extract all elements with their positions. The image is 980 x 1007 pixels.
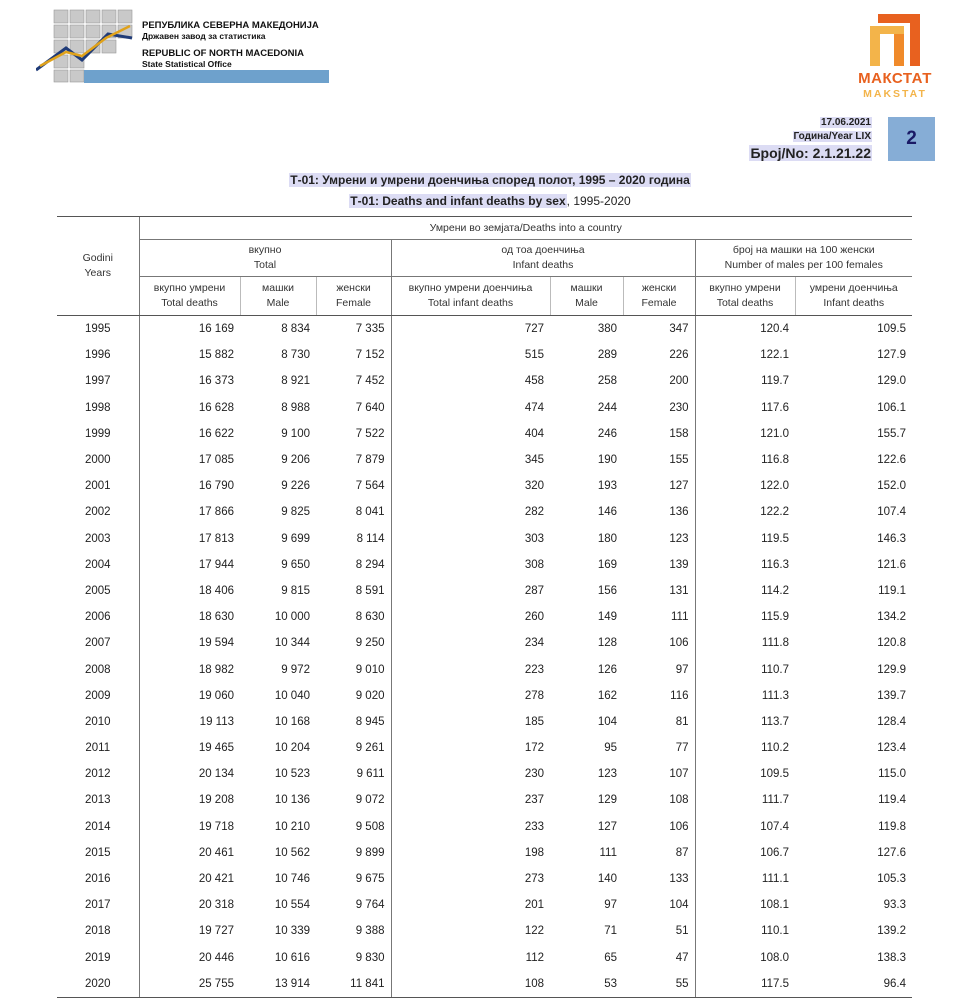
- table-row: [57, 447, 912, 473]
- value-cell: 129: [597, 794, 617, 807]
- value-cell: 81: [675, 715, 689, 728]
- value-cell: 17 944: [139, 552, 240, 578]
- value-cell: 18 982: [139, 656, 240, 682]
- value-cell: 17 866: [139, 499, 240, 525]
- value-cell: 9 699: [281, 532, 310, 545]
- value-cell: 8 591: [355, 584, 385, 597]
- value-cell: 108: [669, 794, 689, 807]
- value-cell: 111: [671, 611, 689, 624]
- value-cell: 10 523: [274, 768, 310, 781]
- value-cell: 7 335: [355, 323, 385, 336]
- value-cell: 10 204: [274, 742, 310, 755]
- value-cell: 19 594: [139, 630, 240, 656]
- table-row: [57, 395, 912, 421]
- value-cell: 10 554: [274, 899, 310, 912]
- value-cell: 109.5: [695, 761, 795, 787]
- value-cell: 87: [675, 846, 689, 859]
- table-row: [57, 421, 912, 447]
- value-cell: 107: [669, 768, 689, 781]
- value-cell: 20 461: [139, 840, 240, 866]
- subgroup-total: вкупно Total: [139, 240, 391, 277]
- value-cell: 113.7: [695, 709, 795, 735]
- column-header: вкупно умрени Total deaths: [695, 277, 795, 316]
- table-title-en-years: , 1995-2020: [566, 194, 631, 208]
- value-cell: 20 318: [139, 892, 240, 918]
- table-title-mk: Т-01: Умрени и умрени доенчиња според полот, 1995 – 2020 година: [290, 173, 690, 187]
- table-row: [57, 526, 912, 552]
- value-cell: 155.7: [877, 427, 907, 440]
- value-cell: 8 041: [355, 506, 385, 519]
- value-cell: 93.3: [883, 899, 907, 912]
- year-cell: 2013: [84, 794, 111, 807]
- value-cell: 9 226: [281, 480, 310, 493]
- value-cell: 16 373: [139, 368, 240, 394]
- value-cell: 77: [675, 742, 689, 755]
- value-cell: 97: [675, 663, 689, 676]
- makstat-emblem-icon: [850, 12, 940, 68]
- value-cell: 111.8: [695, 630, 795, 656]
- value-cell: 16 169: [139, 316, 240, 343]
- organization-name: [142, 20, 319, 70]
- column-header: машки Male: [240, 277, 316, 316]
- value-cell: 53: [550, 971, 623, 998]
- brand-name-latin: MAKSTAT: [863, 88, 927, 100]
- value-cell: 9 010: [355, 663, 385, 676]
- value-cell: 230: [391, 761, 550, 787]
- value-cell: 9 206: [281, 454, 310, 467]
- year-cell: 2016: [84, 873, 111, 886]
- value-cell: 106.1: [877, 401, 907, 414]
- value-cell: 146.3: [877, 532, 907, 545]
- table-row: [57, 473, 912, 499]
- value-cell: 117.5: [695, 971, 795, 998]
- makstat-logo: [850, 12, 940, 102]
- year-cell: 1996: [84, 349, 111, 362]
- value-cell: 139.7: [877, 689, 907, 702]
- value-cell: 200: [669, 375, 689, 388]
- deaths-table: [57, 216, 912, 998]
- value-cell: 140: [597, 873, 617, 886]
- value-cell: 8 988: [281, 401, 310, 414]
- year-header: Godini Years: [57, 217, 139, 316]
- value-cell: 10 562: [274, 846, 310, 859]
- value-cell: 122.6: [877, 454, 907, 467]
- value-cell: 9 508: [355, 820, 385, 833]
- value-cell: 127: [597, 820, 617, 833]
- value-cell: 19 465: [139, 735, 240, 761]
- value-cell: 111.1: [695, 866, 795, 892]
- value-cell: 9 020: [355, 689, 385, 702]
- value-cell: 10 136: [274, 794, 310, 807]
- year-cell: 2003: [84, 532, 111, 545]
- value-cell: 727: [391, 316, 550, 343]
- table-row: [57, 578, 912, 604]
- value-cell: 345: [391, 447, 550, 473]
- value-cell: 20 421: [139, 866, 240, 892]
- value-cell: 109.5: [877, 323, 907, 336]
- year-cell: 2005: [84, 584, 111, 597]
- value-cell: 9 250: [355, 637, 385, 650]
- table-row: [57, 787, 912, 813]
- value-cell: 127.9: [877, 349, 907, 362]
- table-row: [57, 342, 912, 368]
- value-cell: 128: [597, 637, 617, 650]
- value-cell: 129.9: [877, 663, 907, 676]
- year-cell: 2012: [84, 768, 111, 781]
- value-cell: 129.0: [877, 375, 907, 388]
- year-cell: 1997: [84, 375, 111, 388]
- value-cell: 122.1: [695, 342, 795, 368]
- value-cell: 8 630: [355, 611, 385, 624]
- value-cell: 158: [669, 427, 689, 440]
- value-cell: 8 945: [355, 715, 385, 728]
- value-cell: 303: [391, 526, 550, 552]
- value-cell: 20 134: [139, 761, 240, 787]
- value-cell: 119.1: [878, 584, 907, 597]
- value-cell: 65: [604, 951, 617, 964]
- sso-logo: [36, 8, 336, 88]
- value-cell: 112: [391, 945, 550, 971]
- value-cell: 120.4: [695, 316, 795, 343]
- value-cell: 201: [391, 892, 550, 918]
- value-cell: 19 113: [139, 709, 240, 735]
- value-cell: 156: [597, 584, 617, 597]
- value-cell: 7 522: [355, 427, 385, 440]
- value-cell: 10 616: [274, 951, 310, 964]
- table-row: [57, 918, 912, 944]
- value-cell: 108: [391, 971, 550, 998]
- table-row: [57, 866, 912, 892]
- value-cell: 223: [391, 656, 550, 682]
- value-cell: 9 388: [355, 925, 385, 938]
- value-cell: 136: [669, 506, 689, 519]
- value-cell: 278: [391, 683, 550, 709]
- value-cell: 180: [597, 532, 617, 545]
- year-cell: 1998: [84, 401, 111, 414]
- value-cell: 106: [669, 637, 689, 650]
- value-cell: 127: [669, 480, 689, 493]
- table-row: [57, 630, 912, 656]
- value-cell: 47: [675, 951, 689, 964]
- value-cell: 198: [391, 840, 550, 866]
- value-cell: 127.6: [877, 846, 907, 859]
- value-cell: 152.0: [877, 480, 907, 493]
- year-cell: 2020: [57, 971, 139, 998]
- value-cell: 7 452: [355, 375, 385, 388]
- year-cell: 2007: [84, 637, 111, 650]
- year-cell: 1995: [84, 323, 111, 336]
- year-cell: 2006: [84, 611, 111, 624]
- year-cell: 2011: [85, 742, 111, 755]
- value-cell: 9 072: [355, 794, 385, 807]
- value-cell: 404: [391, 421, 550, 447]
- table-row: [57, 368, 912, 394]
- value-cell: 10 000: [274, 611, 310, 624]
- value-cell: 17 813: [139, 526, 240, 552]
- value-cell: 108.1: [695, 892, 795, 918]
- value-cell: 162: [597, 689, 617, 702]
- value-cell: 16 790: [139, 473, 240, 499]
- publication-year: Година/Year LIX: [793, 131, 871, 142]
- subgroup-infant: од тоа доенчиња Infant deaths: [391, 240, 695, 277]
- org-name-mk: РЕПУБЛИКА СЕВЕРНА МАКЕДОНИЈА: [142, 20, 319, 31]
- value-cell: 11 841: [316, 971, 391, 998]
- value-cell: 128.4: [877, 715, 907, 728]
- table-row: [57, 709, 912, 735]
- value-cell: 9 261: [355, 742, 385, 755]
- value-cell: 119.7: [695, 368, 795, 394]
- year-cell: 2018: [84, 925, 111, 938]
- value-cell: 107.4: [877, 506, 907, 519]
- value-cell: 458: [391, 368, 550, 394]
- value-cell: 9 899: [355, 846, 385, 859]
- value-cell: 7 640: [355, 401, 385, 414]
- value-cell: 104: [597, 715, 617, 728]
- value-cell: 149: [597, 611, 617, 624]
- value-cell: 9 815: [281, 584, 310, 597]
- value-cell: 96.4: [795, 971, 912, 998]
- value-cell: 9 650: [281, 558, 310, 571]
- table-row: [57, 735, 912, 761]
- subgroup-ratio: број на машки на 100 женски Number of males per 100 females: [695, 240, 912, 277]
- value-cell: 273: [391, 866, 550, 892]
- value-cell: 9 825: [281, 506, 310, 519]
- value-cell: 114.2: [695, 578, 795, 604]
- table-row: [57, 892, 912, 918]
- value-cell: 139.2: [877, 925, 907, 938]
- value-cell: 139: [669, 558, 689, 571]
- value-cell: 289: [597, 349, 617, 362]
- value-cell: 123: [597, 768, 617, 781]
- value-cell: 25 755: [139, 971, 240, 998]
- value-cell: 244: [597, 401, 617, 414]
- value-cell: 106: [669, 820, 689, 833]
- value-cell: 119.5: [695, 526, 795, 552]
- value-cell: 8 294: [355, 558, 385, 571]
- value-cell: 115.0: [878, 768, 907, 781]
- value-cell: 134.2: [877, 611, 907, 624]
- value-cell: 19 208: [139, 787, 240, 813]
- value-cell: 120.8: [877, 637, 907, 650]
- value-cell: 55: [623, 971, 695, 998]
- table-row: [57, 316, 912, 343]
- value-cell: 185: [391, 709, 550, 735]
- value-cell: 110.7: [695, 656, 795, 682]
- year-cell: 2014: [84, 820, 111, 833]
- value-cell: 16 628: [139, 395, 240, 421]
- value-cell: 8 921: [281, 375, 310, 388]
- publication-date: 17.06.2021: [820, 117, 871, 128]
- value-cell: 111.7: [695, 787, 795, 813]
- value-cell: 10 344: [274, 637, 310, 650]
- value-cell: 190: [597, 454, 617, 467]
- value-cell: 230: [669, 401, 689, 414]
- value-cell: 246: [597, 427, 617, 440]
- column-header: женски Female: [623, 277, 695, 316]
- value-cell: 122.0: [695, 473, 795, 499]
- value-cell: 282: [391, 499, 550, 525]
- year-cell: 1999: [84, 427, 111, 440]
- org-name-en: REPUBLIC OF NORTH MACEDONIA: [142, 48, 305, 59]
- value-cell: 15 882: [139, 342, 240, 368]
- year-cell: 2002: [84, 506, 111, 519]
- value-cell: 108.0: [695, 945, 795, 971]
- value-cell: 320: [391, 473, 550, 499]
- value-cell: 106.7: [695, 840, 795, 866]
- value-cell: 258: [597, 375, 617, 388]
- value-cell: 138.3: [877, 951, 907, 964]
- value-cell: 121.6: [877, 558, 907, 571]
- column-header: женски Female: [316, 277, 391, 316]
- table-row: [57, 945, 912, 971]
- year-cell: 2001: [84, 480, 111, 493]
- column-header: вкупно умрени Total deaths: [139, 277, 240, 316]
- value-cell: 260: [391, 604, 550, 630]
- value-cell: 9 675: [355, 873, 385, 886]
- value-cell: 169: [597, 558, 617, 571]
- table-row: [57, 971, 912, 998]
- page-number-badge: 2: [888, 117, 935, 161]
- value-cell: 107.4: [695, 814, 795, 840]
- value-cell: 51: [675, 925, 689, 938]
- value-cell: 19 727: [139, 918, 240, 944]
- value-cell: 18 406: [139, 578, 240, 604]
- value-cell: 146: [597, 506, 617, 519]
- value-cell: 122.2: [695, 499, 795, 525]
- value-cell: 19 060: [139, 683, 240, 709]
- value-cell: 7 564: [355, 480, 385, 493]
- table-row: [57, 552, 912, 578]
- table-row: [57, 761, 912, 787]
- publication-meta: [749, 116, 872, 162]
- year-cell: 2004: [84, 558, 111, 571]
- value-cell: 19 718: [139, 814, 240, 840]
- value-cell: 8 114: [356, 532, 385, 545]
- table-row: [57, 840, 912, 866]
- value-cell: 8 730: [281, 349, 310, 362]
- value-cell: 18 630: [139, 604, 240, 630]
- table-title-en: Т-01: Deaths and infant deaths by sex: [350, 194, 566, 208]
- brand-name-cyrillic: МАКСТАТ: [858, 70, 932, 87]
- value-cell: 17 085: [139, 447, 240, 473]
- year-cell: 2009: [84, 689, 111, 702]
- value-cell: 121.0: [695, 421, 795, 447]
- header-bar: [84, 70, 329, 83]
- year-cell: 2000: [84, 454, 111, 467]
- value-cell: 115.9: [695, 604, 795, 630]
- value-cell: 9 100: [281, 427, 310, 440]
- value-cell: 193: [597, 480, 617, 493]
- year-cell: 2015: [84, 846, 111, 859]
- value-cell: 116.3: [695, 552, 795, 578]
- year-cell: 2017: [84, 899, 111, 912]
- year-cell: 2010: [84, 715, 111, 728]
- value-cell: 117.6: [695, 395, 795, 421]
- value-cell: 123.4: [877, 742, 907, 755]
- value-cell: 308: [391, 552, 550, 578]
- value-cell: 172: [391, 735, 550, 761]
- value-cell: 8 834: [281, 323, 310, 336]
- table-row: [57, 604, 912, 630]
- table-row: [57, 656, 912, 682]
- column-header: машки Male: [550, 277, 623, 316]
- value-cell: 474: [391, 395, 550, 421]
- value-cell: 347: [669, 323, 689, 336]
- value-cell: 7 879: [355, 454, 385, 467]
- value-cell: 111: [599, 846, 617, 859]
- value-cell: 234: [391, 630, 550, 656]
- value-cell: 110.2: [695, 735, 795, 761]
- column-header: умрени доенчиња Infant deaths: [795, 277, 912, 316]
- value-cell: 9 611: [356, 768, 385, 781]
- value-cell: 287: [391, 578, 550, 604]
- value-cell: 10 040: [274, 689, 310, 702]
- value-cell: 71: [604, 925, 617, 938]
- value-cell: 131: [669, 584, 689, 597]
- value-cell: 226: [669, 349, 689, 362]
- value-cell: 123: [669, 532, 689, 545]
- org-subname-en: State Statistical Office: [142, 59, 232, 69]
- column-header: вкупно умрени доенчиња Total infant deaths: [391, 277, 550, 316]
- table-row: [57, 683, 912, 709]
- value-cell: 119.4: [878, 794, 907, 807]
- group-header: Умрени во земјата/Deaths into a country: [139, 217, 912, 240]
- publication-number: Број/No: 2.1.21.22: [750, 145, 871, 161]
- value-cell: 111.3: [695, 683, 795, 709]
- value-cell: 116: [670, 689, 689, 702]
- value-cell: 10 210: [274, 820, 310, 833]
- table-body: [57, 316, 912, 998]
- value-cell: 104: [669, 899, 689, 912]
- value-cell: 126: [597, 663, 617, 676]
- value-cell: 7 152: [355, 349, 385, 362]
- org-subname-mk: Државен завод за статистика: [142, 31, 266, 41]
- year-cell: 2008: [84, 663, 111, 676]
- value-cell: 13 914: [240, 971, 316, 998]
- value-cell: 9 830: [355, 951, 385, 964]
- value-cell: 9 764: [355, 899, 385, 912]
- value-cell: 105.3: [877, 873, 907, 886]
- value-cell: 116.8: [695, 447, 795, 473]
- value-cell: 119.8: [878, 820, 907, 833]
- value-cell: 380: [597, 323, 617, 336]
- value-cell: 97: [604, 899, 617, 912]
- value-cell: 10 339: [274, 925, 310, 938]
- value-cell: 20 446: [139, 945, 240, 971]
- value-cell: 110.1: [695, 918, 795, 944]
- value-cell: 95: [604, 742, 617, 755]
- table-row: [57, 499, 912, 525]
- value-cell: 515: [391, 342, 550, 368]
- value-cell: 237: [391, 787, 550, 813]
- value-cell: 16 622: [139, 421, 240, 447]
- year-cell: 2019: [84, 951, 111, 964]
- value-cell: 155: [669, 454, 689, 467]
- value-cell: 9 972: [281, 663, 310, 676]
- value-cell: 133: [669, 873, 689, 886]
- value-cell: 233: [391, 814, 550, 840]
- value-cell: 10 168: [274, 715, 310, 728]
- value-cell: 122: [391, 918, 550, 944]
- table-row: [57, 814, 912, 840]
- value-cell: 10 746: [274, 873, 310, 886]
